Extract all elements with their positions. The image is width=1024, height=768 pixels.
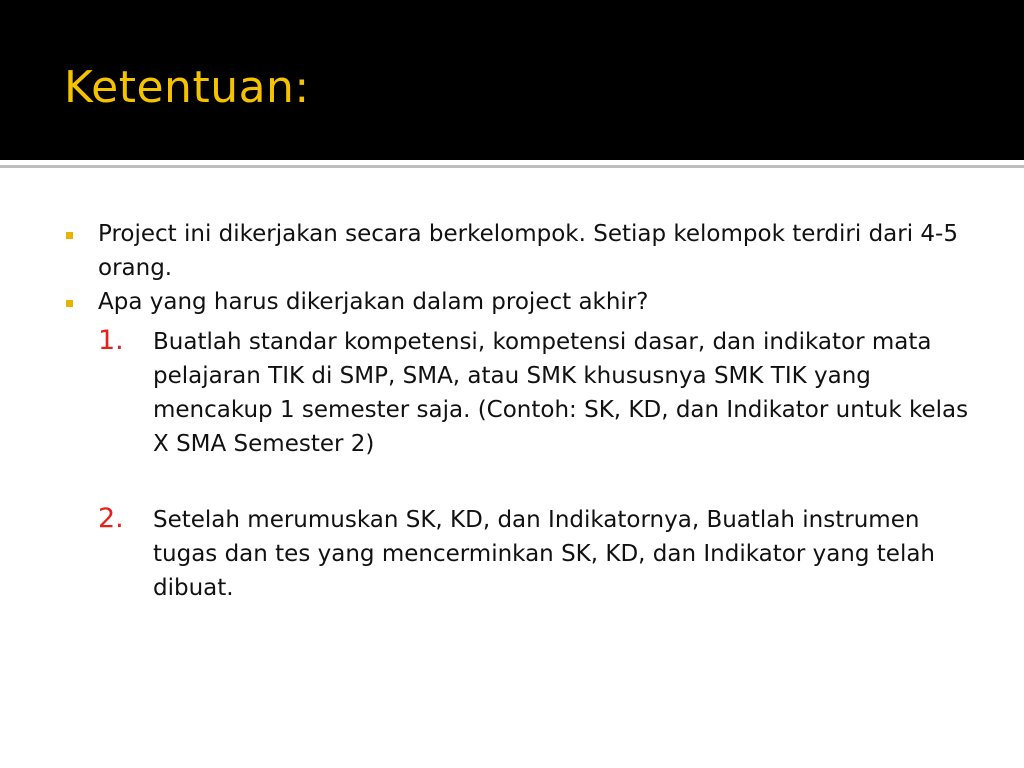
bullet-square-icon: [66, 300, 73, 307]
slide-title: Ketentuan:: [64, 62, 310, 113]
numbered-item-1-number: 1.: [98, 325, 124, 356]
title-bar: [0, 0, 1024, 160]
numbered-item-1-text: Buatlah standar kompetensi, kompetensi dasar, dan indikator mata pelajaran TIK di SMP, SMA, atau SMK khususnya SMK TIK yang mencakup 1 semester saja. (Contoh: SK, KD, dan Indikator untuk kelas X SMA Semester 2): [153, 329, 969, 457]
numbered-item-2-number: 2.: [98, 503, 124, 534]
title-divider: [0, 165, 1024, 168]
bullet-item-1: Project ini dikerjakan secara berkelompok. Setiap kelompok terdiri dari 4-5 orang.: [98, 221, 958, 281]
numbered-item-2-text: Setelah merumuskan SK, KD, dan Indikatornya, Buatlah instrumen tugas dan tes yang mencerminkan SK, KD, dan Indikator yang telah dibuat.: [153, 507, 936, 601]
bullet-item-2: Apa yang harus dikerjakan dalam project akhir?: [98, 289, 649, 315]
bullet-square-icon: [66, 232, 73, 239]
